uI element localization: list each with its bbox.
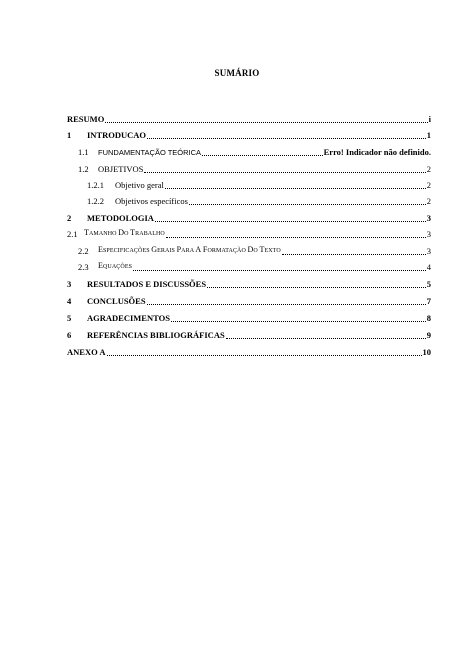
toc-entry-label: RESULTADOS E DISCUSSÕES bbox=[87, 279, 207, 289]
toc-entry-introducao[interactable] bbox=[67, 128, 431, 141]
toc-leader-dots bbox=[226, 338, 426, 339]
toc-entry-label: AGRADECIMENTOS bbox=[87, 313, 170, 323]
toc-entry-page: 2 bbox=[426, 164, 431, 174]
toc-leader-dots bbox=[202, 155, 323, 156]
toc-entry-objetivo-geral[interactable] bbox=[87, 178, 431, 191]
toc-leader-dots bbox=[171, 321, 426, 322]
toc-entry-page: 10 bbox=[422, 347, 431, 357]
toc-entry-number: 2.1 bbox=[67, 229, 78, 239]
toc-entry-page: 1 bbox=[426, 130, 431, 140]
toc-entry-page: i bbox=[428, 114, 431, 124]
toc-entry-objetivos-especificos[interactable] bbox=[87, 194, 431, 207]
toc-entry-number: 2.2 bbox=[78, 246, 89, 256]
toc-entry-page: 2 bbox=[426, 196, 431, 206]
toc-entry-number: 1.2 bbox=[78, 164, 89, 174]
toc-entry-page: 5 bbox=[426, 279, 431, 289]
toc-entry-number: 1.2.1 bbox=[87, 180, 104, 190]
toc-leader-dots bbox=[147, 304, 426, 305]
toc-entry-page: 7 bbox=[426, 296, 431, 306]
toc-entry-anexo-a[interactable] bbox=[67, 345, 431, 358]
toc-entry-number: 2.3 bbox=[78, 262, 89, 272]
toc-leader-dots bbox=[155, 221, 426, 222]
toc-entry-agradecimentos[interactable] bbox=[67, 311, 431, 324]
toc-entry-page: 9 bbox=[426, 330, 431, 340]
toc-entry-page: 8 bbox=[426, 313, 431, 323]
toc-entry-number: 6 bbox=[67, 330, 72, 340]
toc-leader-dots bbox=[282, 254, 426, 255]
toc-entry-page: 3 bbox=[426, 229, 431, 239]
toc-entry-page: 3 bbox=[426, 246, 431, 256]
toc-entry-label: Objetivo geral bbox=[115, 180, 164, 190]
toc-leader-dots bbox=[207, 287, 426, 288]
toc-entry-label: OBJETIVOS bbox=[98, 164, 144, 174]
toc-entry-label: TAMANHO DO TRABALHO bbox=[84, 228, 165, 237]
toc-entry-equacoes[interactable] bbox=[78, 260, 431, 273]
toc-leader-dots bbox=[189, 204, 426, 205]
toc-entry-page: 4 bbox=[426, 262, 431, 272]
toc-leader-dots bbox=[133, 270, 426, 271]
toc-leader-dots bbox=[147, 138, 426, 139]
toc-entry-objetivos[interactable] bbox=[78, 162, 431, 175]
toc-entry-label: Objetivos específicos bbox=[115, 196, 188, 206]
toc-entry-label: INTRODUCAO bbox=[87, 130, 147, 140]
toc-entry-page: 2 bbox=[426, 180, 431, 190]
toc-leader-dots bbox=[144, 172, 425, 173]
toc-entry-number: 5 bbox=[67, 313, 72, 323]
toc-entry-resumo[interactable] bbox=[67, 112, 431, 125]
toc-entry-number: 3 bbox=[67, 279, 72, 289]
toc-entry-number: 1.2.2 bbox=[87, 196, 104, 206]
toc-leader-dots bbox=[166, 237, 426, 238]
toc-entry-referencias-bibliograficas[interactable] bbox=[67, 328, 431, 341]
toc-entry-number: 1.1 bbox=[78, 147, 89, 157]
toc-entry-page-error: Erro! Indicador não definido. bbox=[323, 147, 431, 157]
toc-entry-number: 4 bbox=[67, 296, 72, 306]
toc-entry-label: EQUAÇÕES bbox=[98, 261, 133, 270]
toc-entry-label: ESPECIFICAÇÕES GERAIS PARA A FORMATAÇÃO DO TEXTO bbox=[98, 245, 281, 254]
toc-entry-especificacoes-gerais[interactable] bbox=[78, 244, 431, 257]
toc-entry-number: 2 bbox=[67, 213, 72, 223]
toc-entry-conclusoes[interactable] bbox=[67, 294, 431, 307]
toc-leader-dots bbox=[107, 355, 422, 356]
toc-leader-dots bbox=[165, 188, 426, 189]
toc-entry-label: REFERÊNCIAS BIBLIOGRÁFICAS bbox=[87, 330, 225, 340]
toc-entry-label: FUNDAMENTAÇÃO TEÓRICA bbox=[98, 148, 202, 157]
toc-entry-label: CONCLUSÕES bbox=[87, 296, 146, 306]
toc-entry-page: 3 bbox=[426, 213, 431, 223]
toc-entry-metodologia[interactable] bbox=[67, 211, 431, 224]
toc-entry-label: ANEXO A bbox=[67, 347, 106, 357]
page-title: SUMÁRIO bbox=[214, 68, 260, 78]
toc-entry-resultados-e-discussoes[interactable] bbox=[67, 277, 431, 290]
toc-entry-label: METODOLOGIA bbox=[87, 213, 154, 223]
toc-entry-number: 1 bbox=[67, 130, 72, 140]
toc-entry-label: RESUMO bbox=[67, 114, 105, 124]
toc-entry-tamanho-do-trabalho[interactable] bbox=[67, 227, 431, 240]
toc-entry-fundamentacao-teorica[interactable] bbox=[78, 145, 431, 158]
toc-leader-dots bbox=[105, 122, 427, 123]
